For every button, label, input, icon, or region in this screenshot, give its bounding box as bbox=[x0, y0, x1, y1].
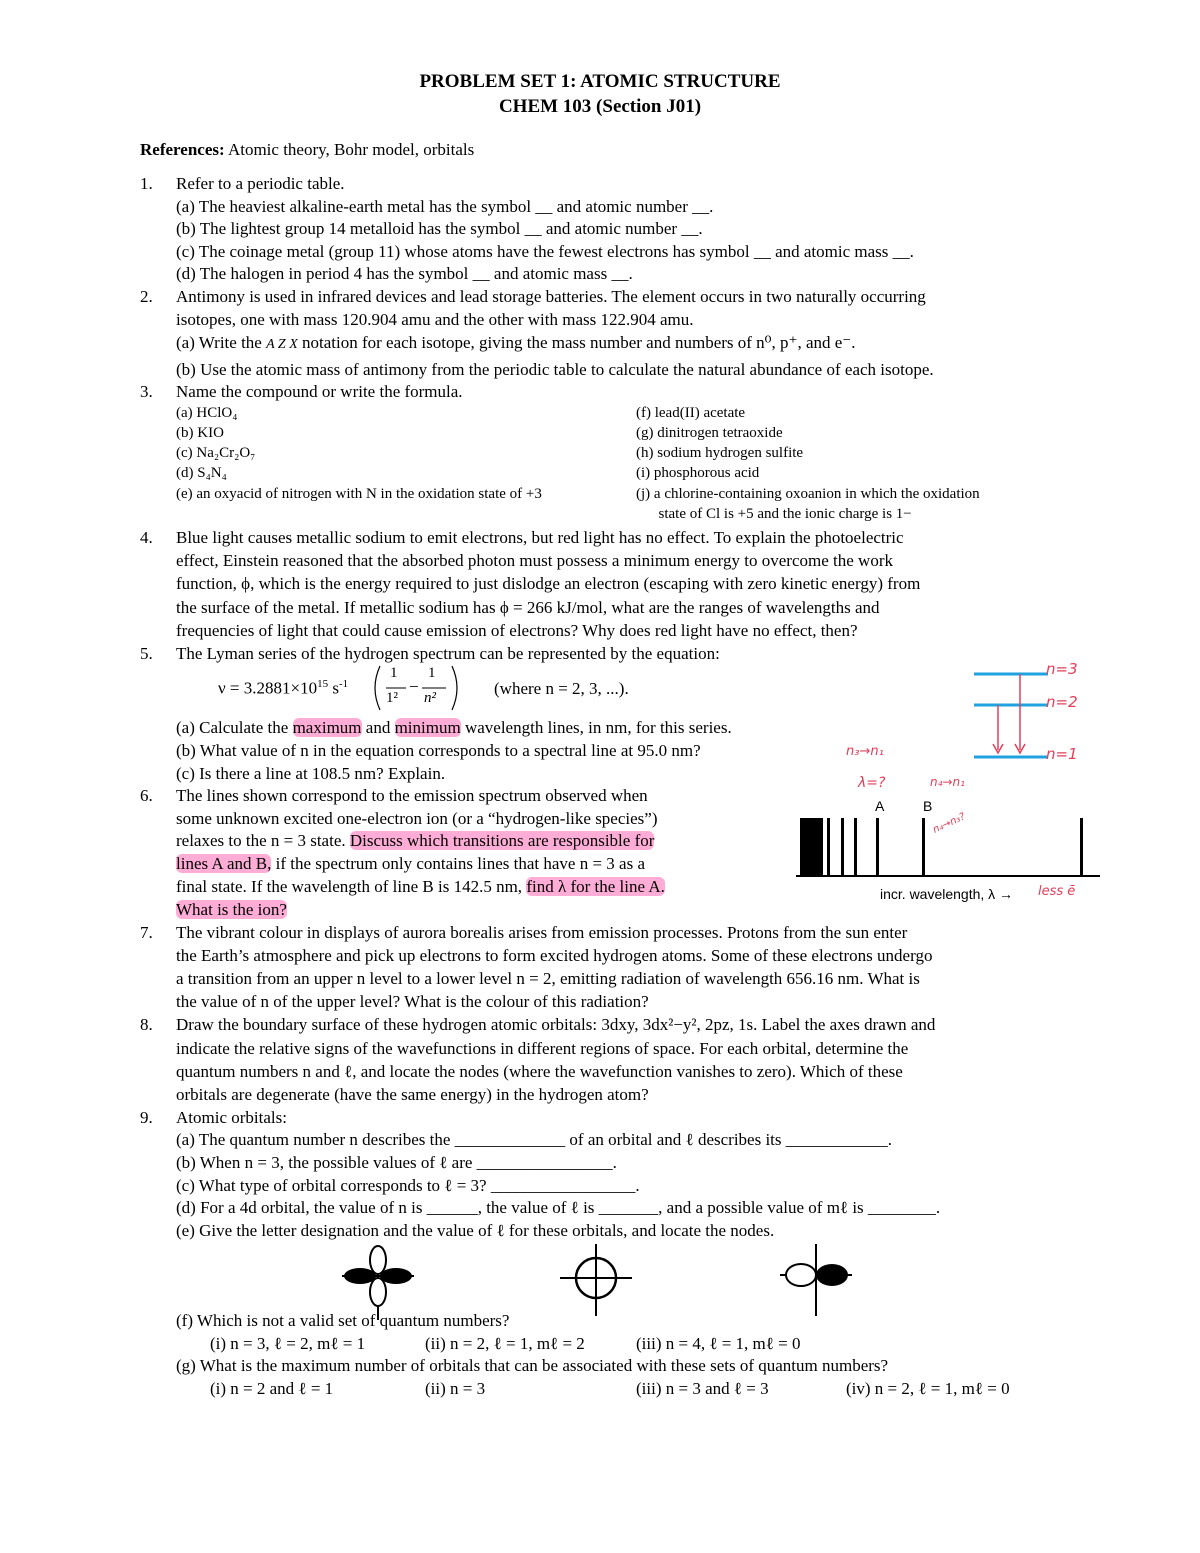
q3-e: (e) an oxyacid of nitrogen with N in the oxidation state of +3 bbox=[176, 486, 542, 502]
highlight-maximum: maximum bbox=[292, 718, 362, 737]
q8-line1: Draw the boundary surface of these hydrogen atomic orbitals: 3dxy, 3dx²−y², 2pz, 1s. Label the axes drawn and bbox=[176, 1015, 936, 1034]
q7-line2: the Earth’s atmosphere and pick up electrons to form excited hydrogen atoms. Some of these electrons undergo bbox=[176, 946, 933, 965]
q3-g: (g) dinitrogen tetraoxide bbox=[636, 425, 783, 441]
q5-a bbox=[176, 718, 732, 738]
label-n3: n=3 bbox=[1046, 660, 1078, 678]
q9-f-ii: (ii) n = 2, ℓ = 1, mℓ = 2 bbox=[425, 1334, 585, 1353]
note-less-e: less ē bbox=[1038, 884, 1076, 899]
frac1-den: 1² bbox=[386, 690, 398, 706]
q1-b: (b) The lightest group 14 metalloid has the symbol __ and atomic number __. bbox=[176, 219, 703, 238]
emission-spectrum bbox=[796, 810, 1106, 882]
q4-line3: function, ϕ, which is the energy required to just dislodge an electron (escaping with zero kinetic energy) from bbox=[176, 574, 921, 593]
q3-j-cont: state of Cl is +5 and the ionic charge is 1− bbox=[636, 506, 912, 522]
q3-i: (i) phosphorous acid bbox=[636, 465, 760, 481]
q7-line3: a transition from an upper n level to a lower level n = 2, emitting radiation of wavelength 656.16 nm. What is bbox=[176, 969, 920, 988]
q4-number: 4. bbox=[140, 528, 153, 547]
references bbox=[140, 140, 474, 160]
q9-d: (d) For a 4d orbital, the value of n is ______, the value of ℓ is _______, and a possible value of mℓ is ________. bbox=[176, 1198, 941, 1217]
q1-d: (d) The halogen in period 4 has the symbol __ and atomic mass __. bbox=[176, 264, 633, 283]
q9-g: (g) What is the maximum number of orbitals that can be associated with these sets of quantum numbers? bbox=[176, 1356, 889, 1375]
q6-line3 bbox=[176, 831, 654, 851]
course-title: CHEM 103 (Section J01) bbox=[498, 96, 702, 117]
q9-g-i: (i) n = 2 and ℓ = 1 bbox=[210, 1379, 334, 1398]
q5-equation bbox=[218, 678, 348, 699]
q3-c: (c) Na₂Cr₂O₇ bbox=[176, 445, 256, 461]
q5-a-pre: (a) Calculate the bbox=[176, 718, 293, 737]
orbital-s-drawing bbox=[556, 1244, 636, 1318]
highlight-ion: What is the ion? bbox=[176, 900, 287, 919]
eq-lhs: ν = 3.2881×10 bbox=[218, 678, 318, 698]
q4-line5: frequencies of light that could cause emission of electrons? Why does red light have no effect, then? bbox=[176, 621, 858, 640]
q6-line3-pre: relaxes to the n = 3 state. bbox=[176, 831, 350, 850]
q5-a-post: wavelength lines, in nm, for this series. bbox=[460, 718, 732, 737]
q3-number: 3. bbox=[140, 382, 153, 401]
q3-stem: Name the compound or write the formula. bbox=[176, 382, 463, 401]
q5-stem: The Lyman series of the hydrogen spectrum can be represented by the equation: bbox=[176, 644, 720, 663]
q9-f: (f) Which is not a valid set of quantum numbers? bbox=[176, 1311, 510, 1330]
frac2-num: 1 bbox=[428, 665, 436, 681]
references-label: References: bbox=[140, 140, 225, 159]
q7-number: 7. bbox=[140, 923, 153, 942]
highlight-find-lambda: find λ for the line A. bbox=[526, 877, 665, 896]
q2-line2: isotopes, one with mass 120.904 amu and the other with mass 122.904 amu. bbox=[176, 310, 694, 329]
q5-c: (c) Is there a line at 108.5 nm? Explain. bbox=[176, 764, 446, 783]
q3-d: (d) S₄N₄ bbox=[176, 465, 227, 481]
q3-b: (b) KIO bbox=[176, 425, 224, 441]
q4-line4: the surface of the metal. If metallic sodium has ϕ = 266 kJ/mol, what are the ranges of wavelengths and bbox=[176, 598, 880, 617]
q7-line1: The vibrant colour in displays of aurora borealis arises from emission processes. Protons from the sun enter bbox=[176, 923, 908, 942]
q8-number: 8. bbox=[140, 1015, 153, 1034]
q6-line6 bbox=[176, 900, 287, 920]
q9-g-ii: (ii) n = 3 bbox=[425, 1379, 486, 1398]
label-n2: n=2 bbox=[1046, 693, 1078, 711]
label-n1: n=1 bbox=[1046, 745, 1078, 763]
q8-line2: indicate the relative signs of the wavefunctions in different regions of space. For each orbital, determine the bbox=[176, 1039, 909, 1058]
q4-line1: Blue light causes metallic sodium to emit electrons, but red light has no effect. To explain the photoelectric bbox=[176, 528, 904, 547]
frac1-num: 1 bbox=[390, 665, 398, 681]
q3-f: (f) lead(II) acetate bbox=[636, 405, 746, 421]
q9-e: (e) Give the letter designation and the value of ℓ for these orbitals, and locate the nodes. bbox=[176, 1221, 775, 1240]
q9-c: (c) What type of orbital corresponds to ℓ = 3? _________________. bbox=[176, 1176, 640, 1195]
q9-f-i: (i) n = 3, ℓ = 2, mℓ = 1 bbox=[210, 1334, 366, 1353]
wavelength-axis-label: incr. wavelength, λ → bbox=[880, 886, 1014, 902]
q4-line2: effect, Einstein reasoned that the absorbed photon must possess a minimum energy to overcome the work bbox=[176, 551, 893, 570]
q9-g-iv: (iv) n = 2, ℓ = 1, mℓ = 0 bbox=[846, 1379, 1010, 1398]
orbital-p-drawing bbox=[776, 1244, 856, 1318]
q3-j: (j) a chlorine-containing oxoanion in which the oxidation bbox=[636, 486, 980, 502]
q9-b: (b) When n = 3, the possible values of ℓ are ________________. bbox=[176, 1153, 617, 1172]
q8-line3: quantum numbers n and ℓ, and locate the nodes (where the wavefunction vanishes to zero). Which of these bbox=[176, 1062, 903, 1081]
q2-a-pre: (a) Write the bbox=[176, 333, 267, 352]
q3-a: (a) HClO₄ bbox=[176, 405, 238, 421]
q6-line1: The lines shown correspond to the emission spectrum observed when bbox=[176, 786, 648, 805]
q2-a-post: notation for each isotope, giving the mass number and numbers of n⁰, p⁺, and e⁻. bbox=[297, 333, 856, 352]
q1-c: (c) The coinage metal (group 11) whose atoms have the fewest electrons has symbol __ and atomic mass __. bbox=[176, 242, 914, 261]
q9-stem: Atomic orbitals: bbox=[176, 1108, 287, 1127]
line-b-label: B bbox=[923, 798, 933, 814]
references-text: Atomic theory, Bohr model, orbitals bbox=[224, 140, 475, 159]
eq-unit-exp: -1 bbox=[339, 678, 349, 690]
eq-exp: 15 bbox=[317, 678, 329, 690]
page-title: PROBLEM SET 1: ATOMIC STRUCTURE bbox=[419, 71, 781, 92]
frac-minus: − bbox=[409, 677, 419, 696]
q5-b: (b) What value of n in the equation corresponds to a spectral line at 95.0 nm? bbox=[176, 741, 701, 760]
q1-a: (a) The heaviest alkaline-earth metal has the symbol __ and atomic number __. bbox=[176, 197, 714, 216]
q2-b: (b) Use the atomic mass of antimony from the periodic table to calculate the natural abundance of each isotope. bbox=[176, 360, 934, 379]
q3-h: (h) sodium hydrogen sulfite bbox=[636, 445, 804, 461]
note-n4-n1: n₄→n₁ bbox=[930, 775, 965, 789]
q5-where: (where n = 2, 3, ...). bbox=[494, 679, 629, 698]
note-lambda: λ=? bbox=[858, 775, 886, 791]
q9-number: 9. bbox=[140, 1108, 153, 1127]
q6-line4-post: if the spectrum only contains lines that have n = 3 as a bbox=[271, 854, 645, 873]
q6-line4 bbox=[176, 854, 645, 874]
note-n4-n3: n₄→n₃? bbox=[931, 811, 968, 836]
highlight-lines-ab: lines A and B, bbox=[176, 854, 272, 873]
eq-unit: s bbox=[328, 678, 339, 698]
q8-line4: orbitals are degenerate (have the same energy) in the hydrogen atom? bbox=[176, 1085, 649, 1104]
q1-stem: Refer to a periodic table. bbox=[176, 174, 345, 193]
q5-number: 5. bbox=[140, 644, 153, 663]
frac2-den: n² bbox=[424, 690, 436, 706]
q6-line5-pre: final state. If the wavelength of line B is 142.5 nm, bbox=[176, 877, 527, 896]
q5-a-mid: and bbox=[361, 718, 395, 737]
q6-number: 6. bbox=[140, 786, 153, 805]
q9-a: (a) The quantum number n describes the _____________ of an orbital and ℓ describes its ____________. bbox=[176, 1130, 893, 1149]
q2-number: 2. bbox=[140, 287, 153, 306]
note-n3-n1: n₃→n₁ bbox=[846, 744, 884, 759]
q2-a bbox=[176, 333, 856, 353]
q9-g-iii: (iii) n = 3 and ℓ = 3 bbox=[636, 1379, 769, 1398]
q7-line4: the value of n of the upper level? What is the colour of this radiation? bbox=[176, 992, 649, 1011]
q2-line1: Antimony is used in infrared devices and lead storage batteries. The element occurs in two naturally occurring bbox=[176, 287, 926, 306]
q1-number: 1. bbox=[140, 174, 153, 193]
q6-line5 bbox=[176, 877, 665, 897]
q6-line2: some unknown excited one-electron ion (or a “hydrogen-like species”) bbox=[176, 809, 658, 828]
q9-f-iii: (iii) n = 4, ℓ = 1, mℓ = 0 bbox=[636, 1334, 801, 1353]
highlight-discuss: Discuss which transitions are responsible for bbox=[349, 831, 655, 850]
highlight-minimum: minimum bbox=[394, 718, 461, 737]
q2-a-notation: A Z X bbox=[266, 337, 298, 352]
line-a-label: A bbox=[875, 798, 885, 814]
